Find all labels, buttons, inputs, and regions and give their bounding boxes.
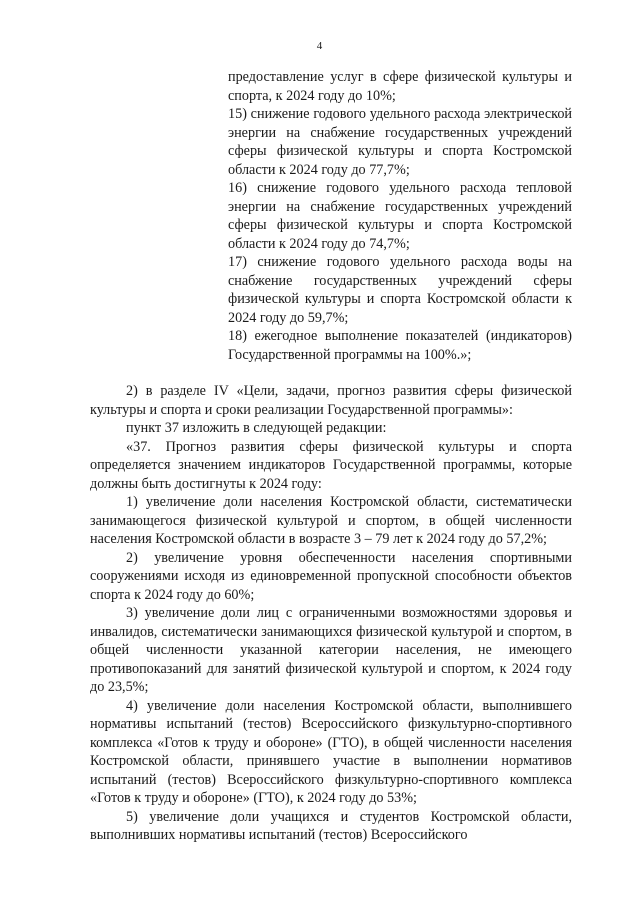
page-number: 4 bbox=[316, 40, 323, 52]
body-paragraph: 3) увеличение доли лиц с ограниченными возможностями здоровья и инвалидов, систематически занимающихся физической культурой и спортом, в общей численности указанной категории населения, не имеющего противопоказаний для занятий физической культурой и спортом, к 2024 году до 23,5%; bbox=[90, 605, 572, 695]
body-paragraph: пункт 37 изложить в следующей редакции: bbox=[126, 420, 387, 436]
body-paragraph: 4) увеличение доли населения Костромской области, выполнившего нормативы испытаний (тестов) Всероссийского физкультурно-спортивного комплекса «Готов к труду и обороне» (ГТО), в общей численности населения Костромской области, принявшего участие в выполнении нормативов испытаний (тестов) Всероссийского физкультурно-спортивного комплекса «Готов к труду и обороне» (ГТО), к 2024 году до 53%; bbox=[90, 697, 572, 806]
body-paragraph: 1) увеличение доли населения Костромской области, систематически занимающегося физической культурой и спортом, в общей численности населения Костромской области в возрасте 3 – 79 лет к 2024 году до 57,2%; bbox=[90, 494, 572, 547]
indented-paragraph: 15) снижение годового удельного расхода электрической энергии на снабжение государственных учреждений сферы физической культуры и спорта Костромской области к 2024 году до 77,7%; bbox=[228, 106, 572, 178]
indented-paragraph: предоставление услуг в сфере физической культуры и спорта, к 2024 году до 10%; bbox=[228, 69, 572, 104]
body-paragraph: 5) увеличение доли учащихся и студентов Костромской области, выполнивших нормативы испытаний (тестов) Всероссийского bbox=[90, 808, 572, 843]
indented-paragraph: 16) снижение годового удельного расхода тепловой энергии на снабжение государственных учреждений сферы физической культуры и спорта Костромской области к 2024 году до 74,7%; bbox=[228, 180, 572, 252]
body-paragraph: 2) в разделе IV «Цели, задачи, прогноз развития сферы физической культуры и спорта и сроки реализации Государственной программы»: bbox=[90, 383, 572, 418]
indented-paragraph: 17) снижение годового удельного расхода воды на снабжение государственных учреждений сферы физической культуры и спорта Костромской области к 2024 году до 59,7%; bbox=[228, 254, 572, 326]
body-paragraph: «37. Прогноз развития сферы физической культуры и спорта определяется значением индикаторов Государственной программы, которые должны быть достигнуты к 2024 году: bbox=[90, 438, 572, 492]
body-paragraph: 2) увеличение уровня обеспеченности населения спортивными сооружениями исходя из единовременной пропускной способности объектов спорта к 2024 году до 60%; bbox=[90, 549, 572, 603]
indented-paragraph: 18) ежегодное выполнение показателей (индикаторов) Государственной программы на 100%.»; bbox=[228, 328, 572, 363]
indented-list-block bbox=[228, 68, 572, 364]
main-text-block bbox=[90, 382, 572, 845]
